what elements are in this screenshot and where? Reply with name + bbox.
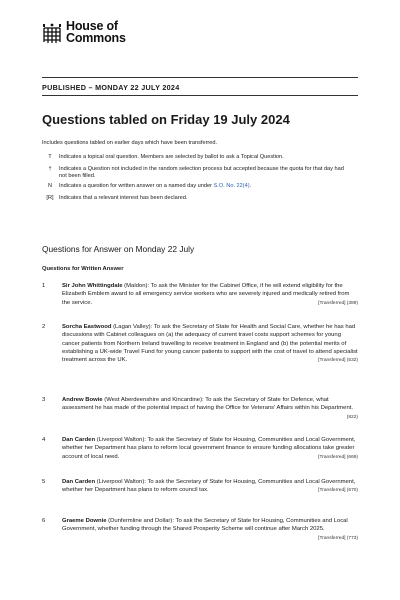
member-name: Dan Carden: [62, 479, 96, 485]
constituency: (West Aberdeenshire and Kincardine):: [102, 397, 206, 403]
constituency: (Liverpool Walton):: [95, 437, 148, 443]
member-name: Sir John Whittingdale: [62, 283, 123, 289]
question-number: 6: [42, 518, 46, 524]
page-title: Questions tabled on Friday 19 July 2024: [42, 112, 290, 127]
logo-line-2: Commons: [66, 31, 126, 45]
question-text: To ask the Secretary of State for Housing, Communities and Local Government, whether funding through the Shared Prosperity Scheme will continue after March 2025.: [62, 518, 348, 533]
standing-order-link[interactable]: S.O. No. 22(4): [213, 183, 250, 189]
legend-symbol: [R]: [46, 195, 54, 201]
question-number: 4: [42, 437, 46, 443]
legend-text: Indicates a question for written answer on a named day under: [59, 183, 214, 189]
house-of-commons-logo: [42, 20, 126, 46]
question-text: To ask the Secretary of State for Health and Social Care, whether he has had discussions with Cabinet colleagues on (a) the adequacy of current travel costs support schemes for young cancer patients from Northern Ireland travelling to receive treatment in England and (b) the potential merits of establishing a UK-wide Travel Fund for young cancer patients to support with the cost of travel to attend specialist treatment across the UK.: [62, 324, 358, 364]
question-tag: [Transferred] (670): [318, 488, 358, 494]
question-number: 5: [42, 479, 46, 485]
question-text: To ask the Secretary of State for Defence, what assessment he has made of the potential impact of having the Office for Veterans' Affairs within his Department.: [62, 397, 354, 412]
bottom-rule: [42, 95, 358, 96]
sub-heading: Questions for Written Answer: [42, 266, 124, 272]
constituency: (Lagan Valley):: [111, 324, 154, 330]
legend-symbol: T: [48, 154, 52, 160]
question-tag: [Transferred] (389): [318, 300, 358, 306]
member-name: Andrew Bowie: [62, 397, 103, 403]
question-tag: [Transferred] (669): [318, 454, 358, 460]
question-number: 1: [42, 283, 46, 289]
legend-symbol: N: [47, 183, 53, 189]
question-number: 2: [42, 324, 46, 330]
question-tag: [Transferred] (532): [318, 358, 358, 364]
constituency: (Dunfermline and Dollar):: [106, 518, 176, 524]
constituency: (Maldon):: [122, 283, 151, 289]
member-name: Dan Carden: [62, 437, 96, 443]
legend-text: Indicates a Question not included in the random selection process but accepted because the quota for that day had not been filled.: [59, 166, 344, 180]
legend-symbol: †: [48, 166, 52, 172]
question-number: 3: [42, 397, 46, 403]
intro-text: Includes questions tabled on earlier days which have been transferred.: [42, 140, 218, 146]
logo-line-1: House of: [66, 19, 118, 33]
question-text: To ask the Secretary of State for Housing, Communities and Local Government, whether her Department has plans to reform council tax.: [62, 479, 356, 494]
question-text: To ask the Secretary of State for Housing, Communities and Local Government, whether her Department has plans to reform local government finance to ensure funding allocations take greater account of local need.: [62, 437, 356, 460]
published-date: PUBLISHED – MONDAY 22 JULY 2024: [42, 83, 180, 92]
constituency: (Liverpool Walton):: [95, 479, 148, 485]
question-text: To ask the Minister for the Cabinet Office, if he will extend eligibility for the Elizabeth Emblem award to all emergency service workers who are severely injured and medically retired from the service.: [62, 283, 350, 306]
portcullis-icon: [42, 22, 62, 46]
question-tag: (822): [346, 414, 358, 420]
legend-text: Indicates that a relevant interest has been declared.: [59, 195, 188, 201]
legend-text: Indicates a topical oral question. Members are selected by ballot to ask a Topical Question.: [59, 154, 284, 160]
member-name: Sorcha Eastwood: [62, 324, 112, 330]
question-tag: [Transferred] (773): [318, 535, 358, 541]
section-heading: Questions for Answer on Monday 22 July: [42, 244, 195, 254]
member-name: Graeme Downie: [62, 518, 107, 524]
top-rule: [42, 77, 358, 78]
